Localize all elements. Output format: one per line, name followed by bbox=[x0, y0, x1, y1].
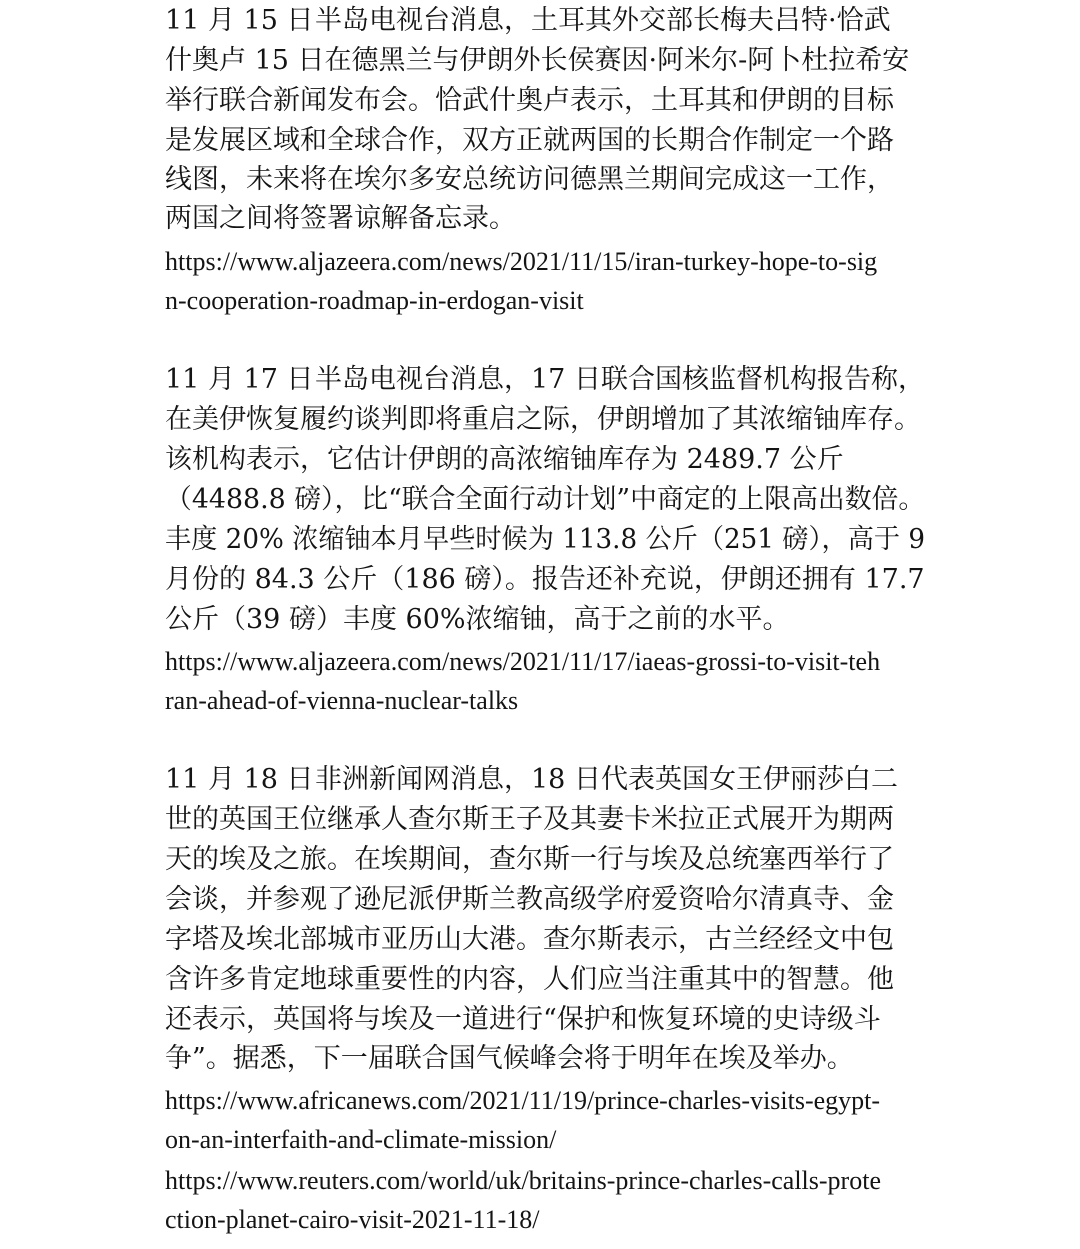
entry-first-line bbox=[165, 1, 891, 41]
entry-text-line: 世的英国王位继承人查尔斯王子及其妻卡米拉正式展开为期两 bbox=[165, 804, 894, 835]
source-url-line[interactable]: https://www.reuters.com/world/uk/britains-prince-charles-calls-prote bbox=[165, 1166, 881, 1195]
entry-text-line: 该机构表示，它估计伊朗的高浓缩铀库存为 2489.7 公斤 bbox=[165, 444, 844, 475]
entry-first-line bbox=[165, 360, 925, 400]
source-url-line[interactable]: n-cooperation-roadmap-in-erdogan-visit bbox=[165, 286, 584, 315]
entry-text-line: 会谈，并参观了逊尼派伊斯兰教高级学府爱资哈尔清真寺、金 bbox=[165, 884, 894, 915]
source-url-line[interactable]: on-an-interfaith-and-climate-mission/ bbox=[165, 1125, 557, 1154]
entry-text-line: 公斤（39 磅）丰度 60%浓缩铀，高于之前的水平。 bbox=[165, 604, 790, 635]
entry-text-line: 字塔及埃北部城市亚历山大港。查尔斯表示，古兰经经文中包 bbox=[165, 924, 894, 955]
entry-text-line: 争”。据悉，下一届联合国气候峰会将于明年在埃及举办。 bbox=[165, 1043, 854, 1074]
entry-first-line bbox=[165, 760, 898, 800]
entry-text-line: （4488.8 磅），比“联合全面行动计划”中商定的上限高出数倍。 bbox=[165, 484, 926, 515]
entry-text-line: 线图，未来将在埃尔多安总统访问德黑兰期间完成这一工作， bbox=[165, 164, 894, 195]
entry-text-line: 举行联合新闻发布会。恰武什奥卢表示，土耳其和伊朗的目标 bbox=[165, 85, 894, 116]
entry-date: 11 月 15 日 bbox=[165, 5, 314, 36]
entry-text-line: 半岛电视台消息，17 日联合国核监督机构报告称， bbox=[315, 364, 925, 395]
entry-text-line: 半岛电视台消息，土耳其外交部长梅夫吕特·恰武 bbox=[315, 5, 891, 36]
entry-text-line: 在美伊恢复履约谈判即将重启之际，伊朗增加了其浓缩铀库存。 bbox=[165, 404, 921, 435]
entry-text-line: 还表示，英国将与埃及一道进行“保护和恢复环境的史诗级斗 bbox=[165, 1004, 881, 1035]
entry-text-line: 两国之间将签署谅解备忘录。 bbox=[165, 203, 516, 234]
entry-text-line: 天的埃及之旅。在埃期间，查尔斯一行与埃及总统塞西举行了 bbox=[165, 844, 894, 875]
entry-text-line: 什奥卢 15 日在德黑兰与伊朗外长侯赛因·阿米尔-阿卜杜拉希安 bbox=[165, 45, 910, 76]
source-url-line[interactable]: https://www.africanews.com/2021/11/19/prince-charles-visits-egypt- bbox=[165, 1086, 881, 1115]
entry-text-line: 丰度 20% 浓缩铀本月早些时候为 113.8 公斤（251 磅），高于 9 bbox=[165, 524, 926, 555]
entry-date: 11 月 17 日 bbox=[165, 364, 314, 395]
entry-text-line: 非洲新闻网消息，18 日代表英国女王伊丽莎白二 bbox=[315, 764, 898, 795]
source-url-line[interactable]: ran-ahead-of-vienna-nuclear-talks bbox=[165, 686, 519, 715]
entry-date: 11 月 18 日 bbox=[165, 764, 314, 795]
entry-text-line: 是发展区域和全球合作，双方正就两国的长期合作制定一个路 bbox=[165, 125, 894, 156]
source-url-line[interactable]: https://www.aljazeera.com/news/2021/11/17/iaeas-grossi-to-visit-teh bbox=[165, 647, 881, 676]
source-url-line[interactable]: https://www.aljazeera.com/news/2021/11/15/iran-turkey-hope-to-sig bbox=[165, 247, 878, 276]
entry-text-line: 含许多肯定地球重要性的内容，人们应当注重其中的智慧。他 bbox=[165, 964, 894, 995]
source-url-line[interactable]: ction-planet-cairo-visit-2021-11-18/ bbox=[165, 1205, 540, 1234]
entry-text-line: 月份的 84.3 公斤（186 磅）。报告还补充说，伊朗还拥有 17.7 bbox=[165, 564, 925, 595]
